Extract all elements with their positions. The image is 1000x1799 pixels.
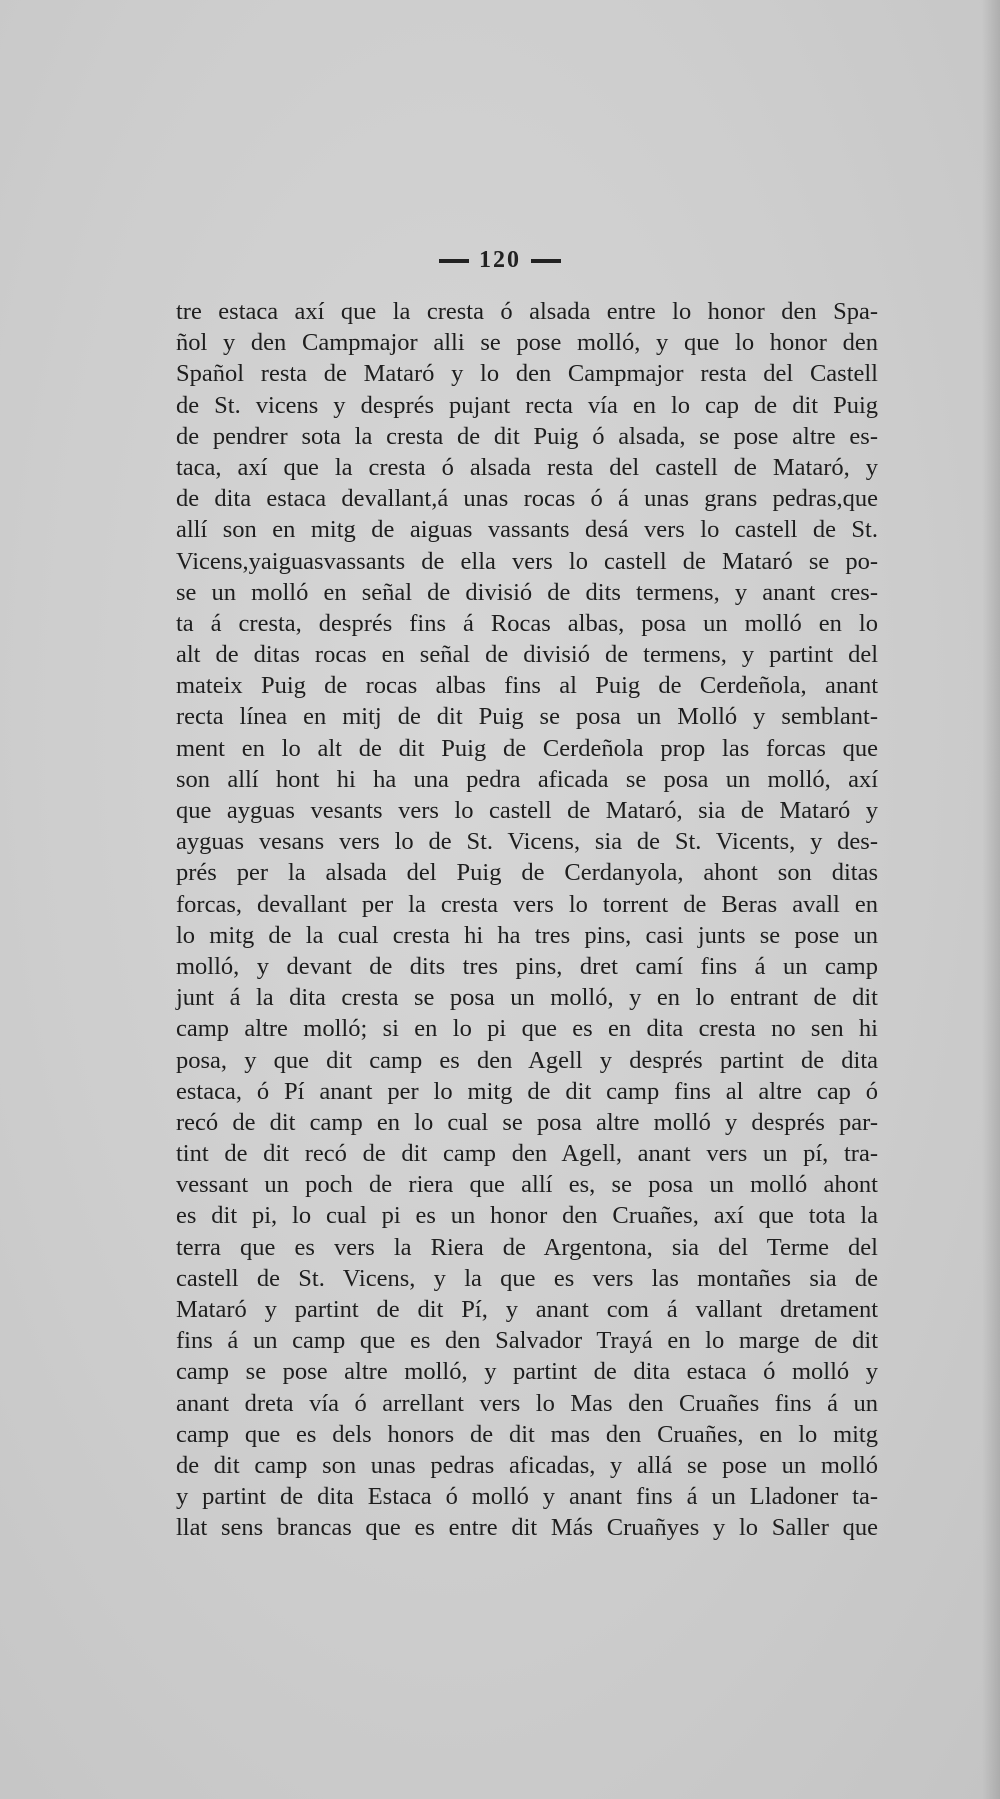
text-line: de dita estaca devallant,á unas rocas ó á unas grans pedras,que [176,485,878,513]
page-number [0,247,1000,274]
text-line: Mataró y partint de dit Pí, y anant com á vallant dretament [176,1296,878,1323]
text-line: molló, y devant de dits tres pins, dret camí fins á un camp [176,952,878,980]
text-line: ment en lo alt de dit Puig de Cerdeñola prop las forcas que [176,734,878,762]
text-line: de dit camp son unas pedras aficadas, y allá se pose un molló [176,1451,878,1479]
text-line: fins á un camp que es den Salvador Trayá en lo marge de dit [176,1327,878,1355]
text-line: Spañol resta de Mataró y lo den Campmajor resta del Castell [176,360,878,388]
text-line: camp se pose altre molló, y partint de dita estaca ó molló y [176,1358,878,1386]
text-line: de pendrer sota la cresta de dit Puig ó alsada, se pose altre es- [176,422,878,450]
text-line: ta á cresta, després fins á Rocas albas, posa un molló en lo [176,609,878,637]
text-line: es dit pi, lo cual pi es un honor den Cruañes, axí que tota la [176,1202,878,1230]
text-line: lo mitg de la cual cresta hi ha tres pins, casi junts se pose un [176,921,878,949]
page-number-text: 120 [479,247,521,273]
text-line: mateix Puig de rocas albas fins al Puig de Cerdeñola, anant [176,672,878,700]
text-line: anant dreta vía ó arrellant vers lo Mas den Cruañes fins á un [176,1389,878,1417]
text-line: allí son en mitg de aiguas vassants desá vers lo castell de St. [176,516,878,544]
text-line: taca, axí que la cresta ó alsada resta del castell de Mataró, y [176,453,878,481]
text-line: castell de St. Vicens, y la que es vers las montañes sia de [176,1264,878,1292]
text-line: estaca, ó Pí anant per lo mitg de dit camp fins al altre cap ó [176,1077,878,1105]
text-line: ayguas vesans vers lo de St. Vicens, sia de St. Vicents, y des- [176,828,878,856]
text-line: vessant un poch de riera que allí es, se posa un molló ahont [176,1171,878,1199]
text-line: junt á la dita cresta se posa un molló, y en lo entrant de dit [176,984,878,1012]
text-line: prés per la alsada del Puig de Cerdanyola, ahont son ditas [176,859,878,887]
text-line: camp altre molló; si en lo pi que es en dita cresta no sen hi [176,1015,878,1043]
left-dash [439,259,469,263]
text-line: recó de dit camp en lo cual se posa altre molló y després par- [176,1108,878,1136]
text-line: alt de ditas rocas en señal de divisió de termens, y partint del [176,641,878,669]
text-line: son allí hont hi ha una pedra aficada se posa un molló, axí [176,765,878,793]
text-line: Vicens,yaiguasvassants de ella vers lo castell de Mataró se po- [176,547,878,575]
text-line: posa, y que dit camp es den Agell y després partint de dita [176,1046,878,1074]
text-line: terra que es vers la Riera de Argentona, sia del Terme del [176,1233,878,1261]
text-line: que ayguas vesants vers lo castell de Mataró, sia de Mataró y [176,797,878,824]
text-line: forcas, devallant per la cresta vers lo torrent de Beras avall en [176,890,878,918]
text-line: camp que es dels honors de dit mas den Cruañes, en lo mitg [176,1420,878,1448]
text-line: de St. vicens y després pujant recta vía en lo cap de dit Puig [176,391,878,419]
text-line: ñol y den Campmajor alli se pose molló, y que lo honor den [176,329,878,357]
text-line: recta línea en mitj de dit Puig se posa un Molló y semblant- [176,703,878,731]
text-line: tre estaca axí que la cresta ó alsada entre lo honor den Spa- [176,298,878,325]
text-line: tint de dit recó de dit camp den Agell, anant vers un pí, tra- [176,1140,878,1168]
text-line: llat sens brancas que es entre dit Más Cruañyes y lo Saller que [176,1514,878,1542]
text-line: se un molló en señal de divisió de dits termens, y anant cres- [176,578,878,606]
right-dash [531,259,561,263]
text-line: y partint de dita Estaca ó molló y anant fins á un Lladoner ta- [176,1483,878,1511]
body-text [176,296,878,1544]
